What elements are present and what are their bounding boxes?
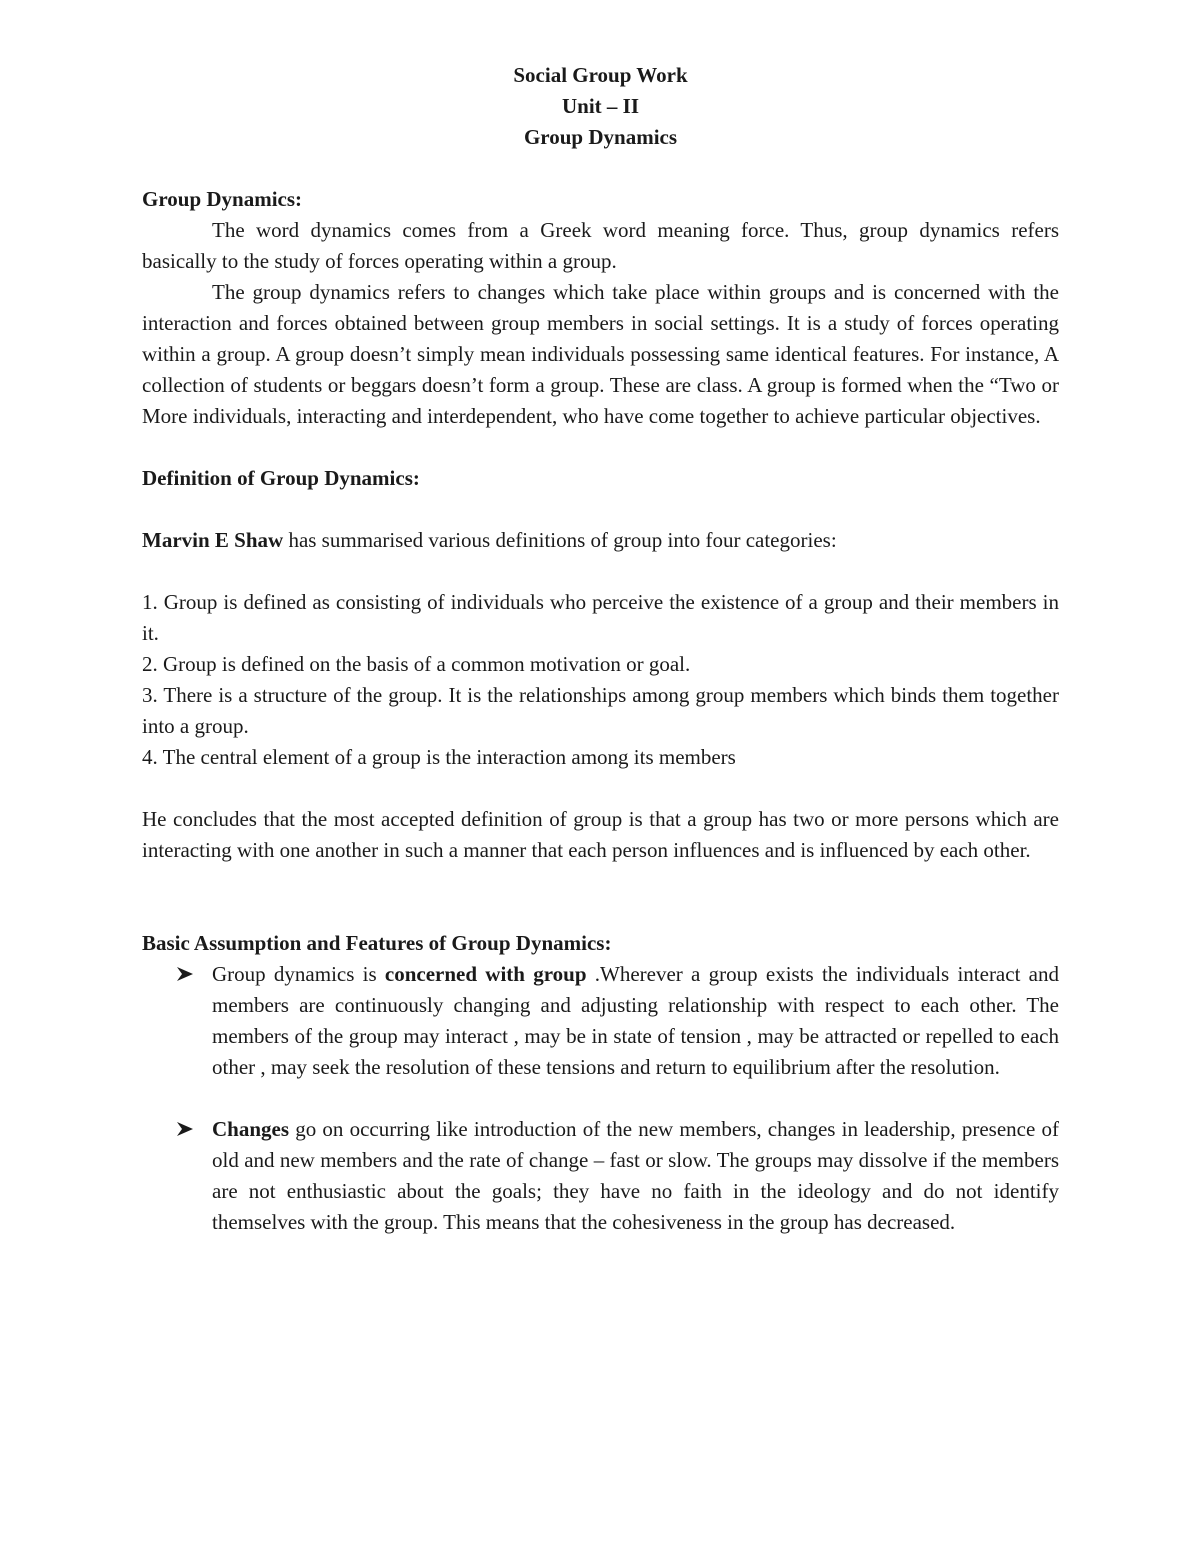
shaw-intro-text: has summarised various definitions of group into four categories: [283, 528, 837, 552]
arrowhead-bullet-icon [176, 1114, 200, 1145]
list-item: 4. The central element of a group is the interaction among its members [142, 745, 736, 769]
paragraph-shaw-intro [142, 525, 1059, 556]
section-heading-assumptions: Basic Assumption and Features of Group Dynamics: [142, 931, 612, 955]
title-block [142, 60, 1059, 153]
author-name: Marvin E Shaw [142, 528, 284, 552]
paragraph-conclusion: He concludes that the most accepted definition of group is that a group has two or more persons which are interacting with one another in such a manner that each person influences and is influenced by each other. [142, 807, 1059, 862]
list-item: 3. There is a structure of the group. It is the relationships among group members which binds them together into a group. [142, 683, 1059, 738]
course-title: Social Group Work [513, 63, 688, 87]
paragraph-dynamics-meaning: The word dynamics comes from a Greek word meaning force. Thus, group dynamics refers basically to the study of forces operating within a group. [142, 218, 1059, 273]
chapter-title: Group Dynamics [523, 125, 678, 149]
list-item [142, 959, 1059, 1083]
bullet-text-bold: concerned with group [384, 962, 587, 986]
bullet-text-pre: Group dynamics is [212, 962, 385, 986]
section-heading-definition: Definition of Group Dynamics: [142, 466, 420, 490]
features-list-continued [142, 1114, 1059, 1238]
definition-list [142, 587, 1059, 773]
list-item [142, 1114, 1059, 1238]
bullet-text-bold: Changes [212, 1117, 290, 1141]
bullet-text-post: go on occurring like introduction of the new members, changes in leadership, presence of old and new members and the rate of change – fast or slow. The groups may dissolve if the members are not enthusiastic about the goals; they have no faith in the ideology and do not identify themselves with the group. This means that the cohesiveness in the group has decreased. [212, 1117, 1059, 1234]
document-content [142, 60, 1059, 1238]
bullet-text-post: .Wherever a group exists the individuals interact and members are continuously changing and adjusting relationship with respect to each other. The members of the group may interact , may be in state of tension , may be attracted or repelled to each other , may seek the resolution of these tensions and return to equilibrium after the resolution. [212, 962, 1059, 1079]
unit-title: Unit – II [561, 94, 640, 118]
list-item: 1. Group is defined as consisting of individuals who perceive the existence of a group and their members in it. [142, 590, 1059, 645]
section-heading-group-dynamics: Group Dynamics: [142, 187, 303, 211]
arrowhead-bullet-icon [176, 959, 200, 990]
features-list [142, 959, 1059, 1083]
list-item: 2. Group is defined on the basis of a common motivation or goal. [142, 652, 691, 676]
paragraph-group-dynamics-changes: The group dynamics refers to changes which take place within groups and is concerned with the interaction and forces obtained between group members in social settings. It is a study of forces operating within a group. A group doesn’t simply mean individuals possessing same identical features. For instance, A collection of students or beggars doesn’t form a group. These are class. A group is formed when the “Two or More individuals, interacting and interdependent, who have come together to achieve particular objectives. [142, 280, 1059, 428]
